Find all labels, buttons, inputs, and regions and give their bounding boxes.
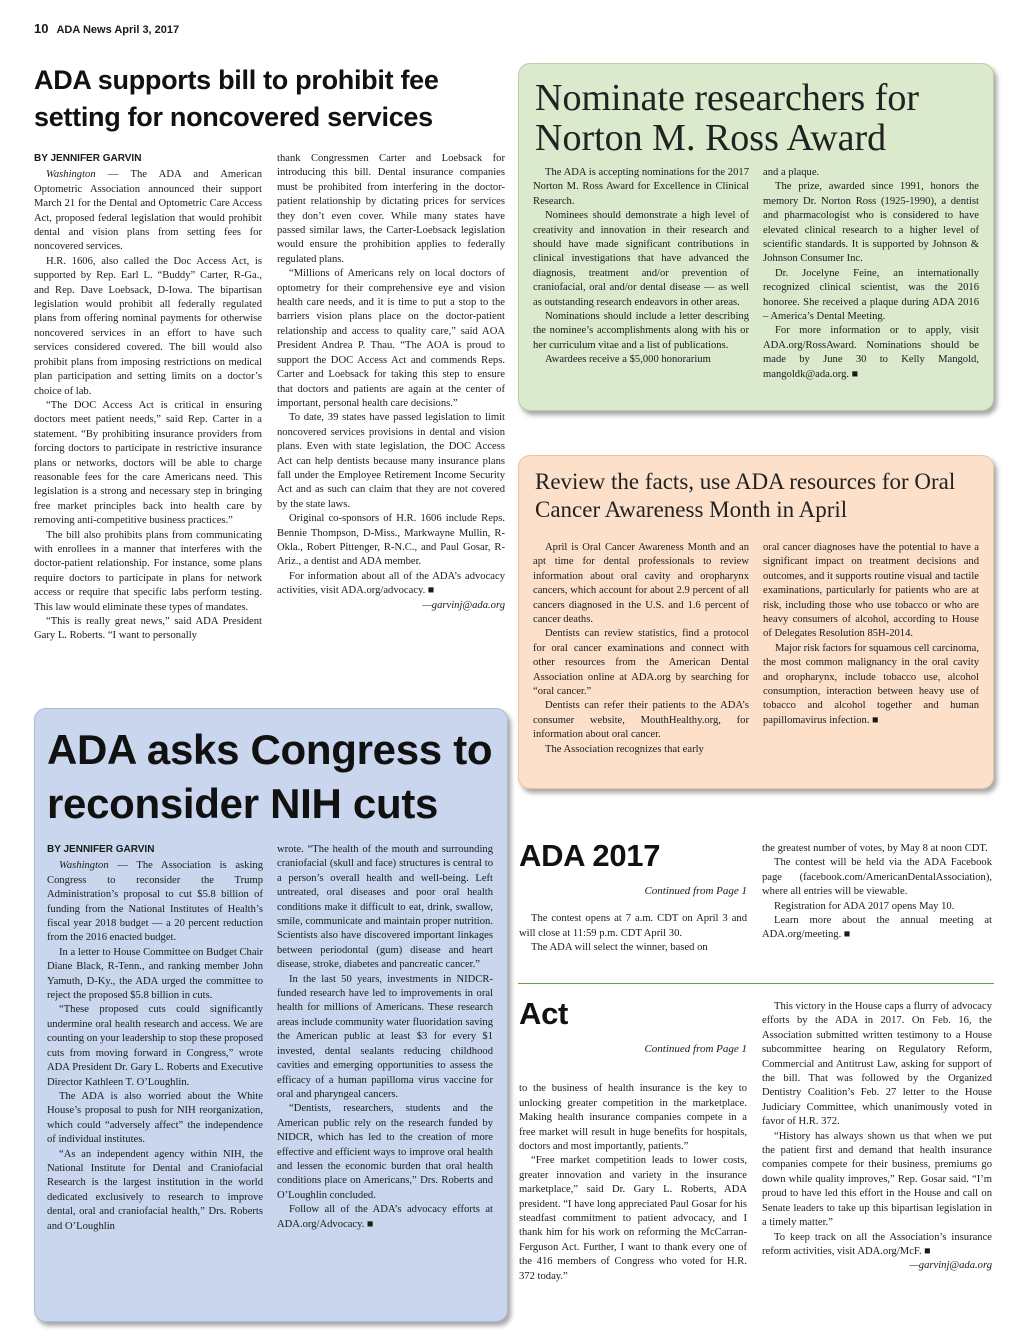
paragraph: The ADA is also worried about the White House’s proposal to push for NIH reorganization, which could “adversely affect” the independence of individual institutes. <box>47 1090 263 1146</box>
paragraph: The contest opens at 7 a.m. CDT on April 3 and will close at 11:59 p.m. CDT April 30. <box>519 913 747 939</box>
article-headline-fee-setting: ADA supports bill to prohibit fee setting for noncovered services <box>34 65 439 132</box>
paragraph: “Dentists, researchers, students and the American public rely on the research funded by NIDCR, which has led to the creation of more effective and efficient ways to improve oral health and lessen the economic burden that oral health conditions place on Americans,” Drs. Roberts and O’Loughlin concluded. <box>277 1103 493 1201</box>
ada2017-column-1 <box>519 880 747 956</box>
ada2017-headline: ADA 2017 <box>519 838 661 873</box>
feature-box-nih-cuts <box>34 708 508 1322</box>
page-folio <box>34 21 179 36</box>
paragraph: Nominees should demonstrate a high level of creativity and innovation in their research and should have made significant contributions in clinical investigations that have advanced the diagnosis, treatment and/or prevention of craniofacial, oral and/or dental disease — as well as outstanding research endeavors in other areas. <box>533 210 749 308</box>
nih-column-2 <box>277 843 493 1232</box>
paragraph: The bill also prohibits plans from communicating with enrollees in a manner that interferes with the doctor-patient relationship. For instance, some plans require doctors to participate in plans for network access or require that specific labs perform testing. This law would eliminate these types of mandates. <box>34 529 262 613</box>
paragraph: “Millions of Americans rely on local doctors of optometry for their comprehensive eye and vision health care needs, and it is time to put a stop to the barriers vision plans place on the doctor-patient relationship and access to quality care,” said AOA President Andrea P. Thau. “The AOA is proud to support the DOC Access Act and commends Reps. Carter and Loebsack for taking this step to ensure that doctors and patients are again at the center of important, personal health care decisions.” <box>277 268 505 409</box>
paragraph: Learn more about the annual meeting at ADA.org/meeting. ■ <box>762 915 992 941</box>
paragraph: the greatest number of votes, by May 8 at noon CDT. <box>762 843 988 854</box>
paragraph: Registration for ADA 2017 opens May 10. <box>774 900 955 912</box>
nih-headline: ADA asks Congress to reconsider NIH cuts <box>47 726 493 827</box>
paragraph: The ADA is accepting nominations for the 2017 Norton M. Ross Award for Excellence in Clinical Research. <box>533 167 749 207</box>
paragraph: For more information or to apply, visit ADA.org/RossAward. Nominations should be made by June 30 to Kelly Mangold, mangoldk@ada.org. ■ <box>763 325 979 380</box>
paragraph: thank Congressmen Carter and Loebsack for introducing this bill. Dental insurance companies must be prohibited from interfering in the doctor-patient relationship by dictating prices for services they don’t even cover. While many states have passed similar laws, the Carter-Loebsack legislation would ensure the prohibition applies to federally regulated plans. <box>277 153 505 265</box>
author-email-signoff: —garvinj@ada.org <box>422 599 505 611</box>
byline: BY JENNIFER GARVIN <box>34 153 142 164</box>
paragraph: The Association recognizes that early <box>545 743 704 755</box>
paragraph: Awardees receive a $5,000 honorarium <box>545 354 711 366</box>
article-fee-setting-column-1 <box>34 152 262 644</box>
paragraph: The prize, awarded since 1991, honors the memory Dr. Norton Ross (1925-1990), a dentist and pharmacologist who is considered to have elevated clinical research to a higher level of scientific standards. It is supported by Johnson & Johnson Consumer Inc. <box>763 181 979 265</box>
paragraph: April is Oral Cancer Awareness Month and an apt time for dental professionals to review information about oral cavity and oropharynx cancers, which account for about 2.9 percent of all cancers diagnosed in the U.S. and 1.6 percent of cancer deaths. <box>533 542 749 626</box>
paragraph: Dentists can review statistics, find a protocol for oral cancer examinations and connect with other resources from the American Dental Association online at ADA.org by searching for “oral cancer.” <box>533 628 749 698</box>
paragraph: The contest will be held via the ADA Facebook page (facebook.com/AmericanDentalAssociation), where all entries will be viewable. <box>762 857 992 898</box>
paragraph: “As an independent agency within NIH, the National Institute for Dental and Craniofacial Research is the largest institution in the world dedicated exclusively to research to improve dental, oral and craniofacial health,” Drs. Roberts and O’Loughlin <box>47 1148 263 1232</box>
paragraph: Nominations should include a letter describing the nominee’s accomplishments along with his or her curriculum vitae and a list of publications. <box>533 311 749 351</box>
paragraph: Major risk factors for squamous cell carcinoma, the most common malignancy in the oral cavity and oropharynx, include tobacco use, alcohol consumption, interaction between heavy use of tobacco and alcohol together and human papillomavirus infection. ■ <box>763 642 979 726</box>
paragraph: Dr. Jocelyne Feine, an internationally recognized clinical scientist, was the 2016 honoree. She received a plaque during ADA 2016 – America’s Dental Meeting. <box>763 267 979 323</box>
paragraph: oral cancer diagnoses have the potential to have a significant impact on treatment decisions and outcomes, and it supports routine visual and tactile examinations, particularly for patients who are at risk, including those who use tobacco or who are heavy consumers of alcohol, according to House of Delegates Resolution 85H-2014. <box>763 542 979 640</box>
paragraph: “History has always shown us that when we put the patient first and demand that health insurance companies compete for their business, premiums go down while quality improves,” Rep. Gosar said. “I’m proud to have led this effort in the House and call on Senate leaders to take up this bipartisan legislation in a timely matter.” <box>762 1130 992 1229</box>
paragraph: “This is really great news,” said ADA President Gary L. Roberts. “I want to personally <box>34 616 262 642</box>
act-column-2 <box>762 1000 992 1274</box>
page-number: 10 <box>34 21 49 36</box>
section-divider <box>518 983 994 984</box>
paragraph: to the business of health insurance is the key to unlocking greater competition in the marketplace. Making health insurance companies compete in a free market will result in huge benefits for hospitals, doctors and most importantly, patients.” <box>519 1083 747 1153</box>
ross-award-column-2 <box>763 166 979 382</box>
paragraph: In the last 50 years, investments in NIDCR-funded research have led to improvements in oral health for millions of Americans. These research areas include community water fluoridation saving the American public at least $3 for every $1 invested, dental sealants reducing childhood cavities and emerging opportunities to assess the efficacy of a human papilloma virus vaccine for oral and pharyngeal cancers. <box>277 973 493 1100</box>
paragraph: The ADA will select the winner, based on <box>531 942 708 954</box>
ross-award-column-1 <box>533 166 749 368</box>
paragraph: To date, 39 states have passed legislation to limit noncovered services provisions in dental and vision plans. Even with state legislation, the DOC Access Act can help dentists because many insurance plans fall under the Employee Retirement Income Security Act and as such can claim that they are not covered by the state laws. <box>277 412 505 510</box>
paragraph: — The ADA and American Optometric Association announced their support March 21 for the Dental and Optometric Care Access Act, proposed federal legislation that would prohibit dental and vision plans from setting fees for noncovered services. <box>34 169 262 253</box>
dateline: Washington <box>59 860 109 872</box>
oral-cancer-headline: Review the facts, use ADA resources for Oral Cancer Awareness Month in April <box>535 469 956 522</box>
oral-cancer-column-1 <box>533 541 749 757</box>
paragraph: “The DOC Access Act is critical in ensuring doctors meet patient needs,” said Rep. Carter in a statement. “By prohibiting insurance providers from forcing doctors to participate in restrictive insurance plans or networks, doctors will be able to charge reasonable fees for the care Americans need. This legislation is a strong and necessary step in bringing free market principles back into health care by removing anti-competitive business practices.” <box>34 399 262 527</box>
paragraph: Follow all of the ADA’s advocacy efforts at ADA.org/Advocacy. ■ <box>277 1204 493 1230</box>
publication-date: ADA News April 3, 2017 <box>56 24 180 36</box>
paragraph: Dentists can refer their patients to the ADA’s consumer website, MouthHealthy.org, for information about oral cancer. <box>533 700 749 741</box>
paragraph: “Free market competition leads to lower costs, greater innovation and variety in the insurance marketplace,” said Dr. Gary L. Roberts, ADA president. “I have long appreciated Paul Gosar for his steadfast commitment to patient advocacy, and I thank him for his work on reforming the McCarran-Ferguson Act. Further, I want to thank every one of the 416 members of Congress who voted for H.R. 372 today.” <box>519 1155 747 1282</box>
article-fee-setting-column-2 <box>277 152 505 613</box>
continued-from-label: Continued from Page 1 <box>644 885 747 897</box>
paragraph: and a plaque. <box>763 167 820 178</box>
ada2017-column-2 <box>762 842 992 943</box>
paragraph: To keep track on all the Association’s insurance reform activities, visit ADA.org/McF. ■ <box>762 1231 992 1257</box>
dateline: Washington <box>46 169 96 181</box>
nih-column-1 <box>47 843 263 1234</box>
sidebar-box-oral-cancer <box>518 455 994 789</box>
paragraph: For information about all of the ADA’s advocacy activities, visit ADA.org/advocacy. ■ <box>277 570 505 597</box>
author-email-signoff: —garvinj@ada.org <box>909 1260 992 1272</box>
paragraph: This victory in the House caps a flurry of advocacy efforts by the ADA in 2017. On Feb. 16, the Association submitted written testimony to a House subcommittee hearing on Regulatory Reform, Commercial and Antitrust Law, asking for support of the bill. That was followed by the Organized Dentistry Coalition’s Feb. 27 letter to the House Judiciary Committee, which unanimously voted in favor of H.R. 372. <box>762 1001 992 1128</box>
ross-award-headline: Nominate researchers for Norton M. Ross Award <box>535 77 920 159</box>
byline: BY JENNIFER GARVIN <box>47 844 155 855</box>
paragraph: In a letter to House Committee on Budget Chair Diane Black, R-Tenn., and ranking member John Yamuth, D-Ky., the ADA urged the committee to reject the proposed $5.8 billion in cuts. <box>47 946 263 1002</box>
paragraph: Original co-sponsors of H.R. 1606 include Reps. Bennie Thompson, D-Miss., Markwayne Mullin, R-Okla., Robert Pittenger, R-N.C., and Paul Gosar, R-Ariz., a dentist and ADA member. <box>277 513 505 568</box>
continued-from-label: Continued from Page 1 <box>644 1043 747 1055</box>
act-column-1 <box>519 1038 747 1284</box>
paragraph: “These proposed cuts could significantly undermine oral health research and access. We are counting on your leadership to stop these proposed cuts from moving forward in Congress,” wrote ADA President Dr. Gary L. Roberts and Executive Director Kathleen T. O’Loughlin. <box>47 1004 263 1088</box>
paragraph: — The Association is asking Congress to reconsider the Trump Administration’s proposal to cut $5.8 billion of funding from the National Institutes of Health’s fiscal year 2018 budget — a 20 percent reduction from the 2016 enacted budget. <box>47 860 263 944</box>
sidebar-box-ross-award <box>518 63 994 411</box>
paragraph: H.R. 1606, also called the Doc Access Act, is supported by Rep. Earl L. “Buddy” Carter, R-Ga., and Rep. Dave Loebsack, D-Iowa. The bipartisan legislation would prohibit all federally regulated plans from offering nominal payments for otherwise noncovered services in an effort to have such services considered covered. The bill would also prohibit plans from imposing restrictions on medical plan participation and setting limits on a doctor’s choice of lab. <box>34 255 262 397</box>
act-headline: Act <box>519 996 569 1031</box>
paragraph: wrote. “The health of the mouth and surrounding craniofacial (skull and face) structures is central to a person’s overall health and well-being. Left untreated, oral diseases and poor oral health conditions make it difficult to eat, drink, swallow, smile, communicate and maintain proper nutrition. Scientists also have discovered important linkages between periodontal (gum) disease and heart disease, stroke, diabetes and pancreatic cancer.” <box>277 844 493 971</box>
oral-cancer-column-2 <box>763 541 979 728</box>
